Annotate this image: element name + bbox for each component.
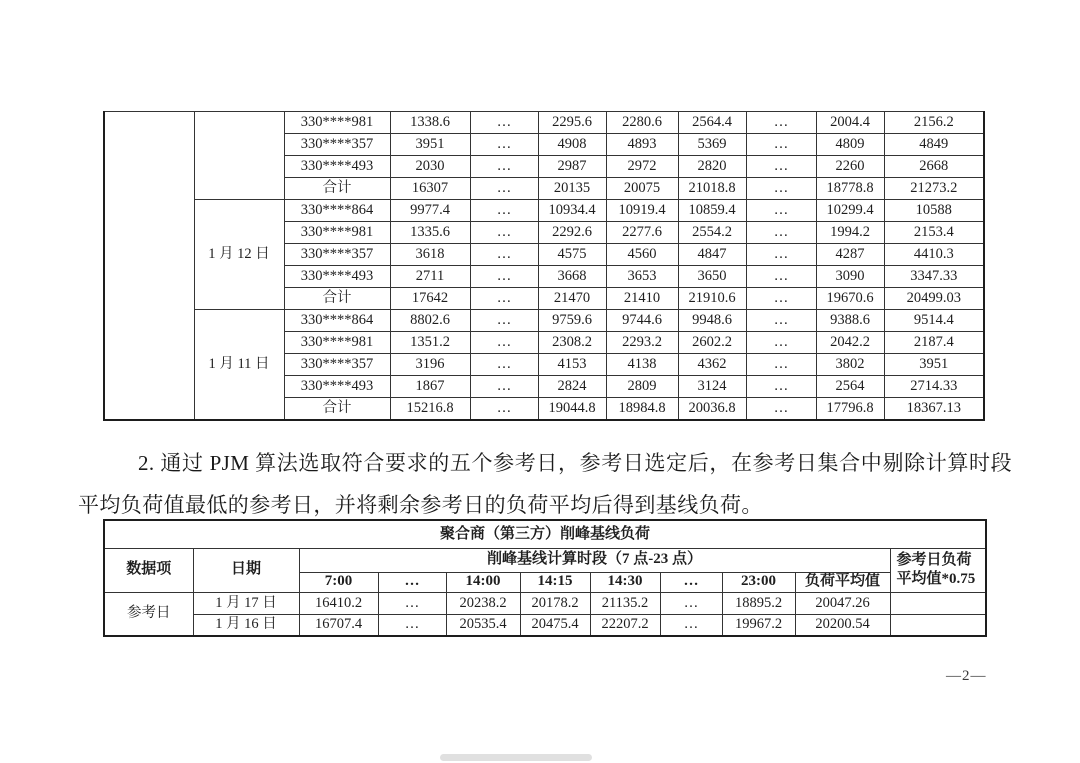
table1-value-cell: 4893 <box>606 134 678 156</box>
table1-value-cell: … <box>470 156 538 178</box>
column-header-time-0700: 7:00 <box>299 572 378 592</box>
table1-value-cell: 3090 <box>816 266 884 288</box>
table1-value-cell: … <box>746 178 816 200</box>
table1-value-cell: 21410 <box>606 288 678 310</box>
table1-value-cell: 10919.4 <box>606 200 678 222</box>
table1-value-cell: 2972 <box>606 156 678 178</box>
table1-value-cell: 20135 <box>538 178 606 200</box>
table2-title: 聚合商（第三方）削峰基线负荷 <box>104 520 986 548</box>
table1-body <box>104 112 984 420</box>
table1-value-cell: … <box>746 310 816 332</box>
table1-label-cell: 330****864 <box>284 200 390 222</box>
table1-value-cell: … <box>746 266 816 288</box>
table1-value-cell: … <box>746 244 816 266</box>
column-header-time-1415: 14:15 <box>520 572 590 592</box>
table1-value-cell: 20036.8 <box>678 398 746 420</box>
table1-date-cell: 1 月 11 日 <box>194 310 284 420</box>
table2-value-cell: 20475.4 <box>520 614 590 636</box>
table1-value-cell: 21018.8 <box>678 178 746 200</box>
table1-value-cell: 2004.4 <box>816 112 884 134</box>
table1-value-cell: 4362 <box>678 354 746 376</box>
table1-value-cell: … <box>746 376 816 398</box>
table1-value-cell: 18367.13 <box>884 398 984 420</box>
table1-label-cell: 330****493 <box>284 156 390 178</box>
table1-label-cell: 合计 <box>284 398 390 420</box>
table1-value-cell: 1338.6 <box>390 112 470 134</box>
table1-value-cell: 4575 <box>538 244 606 266</box>
table1-label-cell: 330****981 <box>284 112 390 134</box>
table1-value-cell: 1994.2 <box>816 222 884 244</box>
table1-value-cell: 3650 <box>678 266 746 288</box>
table1-value-cell: 9977.4 <box>390 200 470 222</box>
column-header-data-item: 数据项 <box>104 548 193 592</box>
table1-value-cell: … <box>470 222 538 244</box>
table1-value-cell: 10859.4 <box>678 200 746 222</box>
table1-value-cell: 15216.8 <box>390 398 470 420</box>
column-header-date: 日期 <box>193 548 299 592</box>
table1-value-cell: 9388.6 <box>816 310 884 332</box>
table1-value-cell: 2156.2 <box>884 112 984 134</box>
table2-value-cell: … <box>378 592 446 614</box>
table1-label-cell: 合计 <box>284 288 390 310</box>
column-header-ref-day-avg: 参考日负荷平均值*0.75 <box>890 548 986 592</box>
table1-value-cell: … <box>746 398 816 420</box>
table1-label-cell: 330****981 <box>284 222 390 244</box>
table1-value-cell: 2564 <box>816 376 884 398</box>
baseline-load-table-continued <box>103 111 985 421</box>
table2-value-cell: 20200.54 <box>795 614 890 636</box>
table1-left-empty-cell <box>104 112 194 420</box>
table1-value-cell: 9759.6 <box>538 310 606 332</box>
table1-value-cell: 4560 <box>606 244 678 266</box>
table1-value-cell: 3668 <box>538 266 606 288</box>
table1-value-cell: 5369 <box>678 134 746 156</box>
table1-value-cell: … <box>746 222 816 244</box>
table1-value-cell: 4153 <box>538 354 606 376</box>
table1-value-cell: … <box>470 288 538 310</box>
table1-value-cell: … <box>470 310 538 332</box>
table1-value-cell: 2714.33 <box>884 376 984 398</box>
table1-value-cell: 4849 <box>884 134 984 156</box>
table1-label-cell: 合计 <box>284 178 390 200</box>
column-header-time-1430: 14:30 <box>590 572 660 592</box>
table1-value-cell: 2554.2 <box>678 222 746 244</box>
table2-value-cell: 20047.26 <box>795 592 890 614</box>
table1-value-cell: 21910.6 <box>678 288 746 310</box>
column-header-time-2300: 23:00 <box>722 572 795 592</box>
table1-row <box>104 112 984 134</box>
table1-value-cell: … <box>470 354 538 376</box>
column-header-load-average: 负荷平均值 <box>795 572 890 592</box>
column-header-period-span: 削峰基线计算时段（7 点-23 点） <box>299 548 890 572</box>
table1-value-cell: 20499.03 <box>884 288 984 310</box>
table2-value-cell: 21135.2 <box>590 592 660 614</box>
aggregator-baseline-table <box>103 519 987 637</box>
table1-date-cell: 1 月 12 日 <box>194 200 284 310</box>
table1-value-cell: 4908 <box>538 134 606 156</box>
table1-value-cell: 2602.2 <box>678 332 746 354</box>
table1-value-cell: 2824 <box>538 376 606 398</box>
table1-label-cell: 330****357 <box>284 134 390 156</box>
table1-value-cell: 21273.2 <box>884 178 984 200</box>
table2-body <box>104 592 986 636</box>
table1-value-cell: … <box>470 376 538 398</box>
table1-value-cell: … <box>746 134 816 156</box>
table1-value-cell: 4287 <box>816 244 884 266</box>
table1-value-cell: 2187.4 <box>884 332 984 354</box>
table1-value-cell: 4847 <box>678 244 746 266</box>
table1-value-cell: 16307 <box>390 178 470 200</box>
table1-value-cell: 2030 <box>390 156 470 178</box>
table1-value-cell: … <box>746 354 816 376</box>
table1-value-cell: 2277.6 <box>606 222 678 244</box>
table2-value-cell: … <box>660 614 722 636</box>
table1-value-cell: 18778.8 <box>816 178 884 200</box>
page-number: —2— <box>946 668 987 684</box>
table1-value-cell: 2711 <box>390 266 470 288</box>
table1-value-cell: 3347.33 <box>884 266 984 288</box>
table1-value-cell: 21470 <box>538 288 606 310</box>
table1-value-cell: 4410.3 <box>884 244 984 266</box>
table1-value-cell: 17796.8 <box>816 398 884 420</box>
table1-value-cell: 3951 <box>884 354 984 376</box>
table1-value-cell: 9514.4 <box>884 310 984 332</box>
table1-value-cell: 10299.4 <box>816 200 884 222</box>
table1-value-cell: … <box>746 288 816 310</box>
table2-value-cell: 22207.2 <box>590 614 660 636</box>
table2-value-cell: 16707.4 <box>299 614 378 636</box>
table2-date-cell: 1 月 17 日 <box>193 592 299 614</box>
table1-value-cell: 19670.6 <box>816 288 884 310</box>
table1-row <box>104 200 984 222</box>
table1-value-cell: … <box>746 112 816 134</box>
table1-value-cell: 2564.4 <box>678 112 746 134</box>
table2-value-cell: 20178.2 <box>520 592 590 614</box>
table2-value-cell: 16410.2 <box>299 592 378 614</box>
table1-value-cell: 9948.6 <box>678 310 746 332</box>
table1-value-cell: 2292.6 <box>538 222 606 244</box>
table2-date-cell: 1 月 16 日 <box>193 614 299 636</box>
table1-label-cell: 330****357 <box>284 244 390 266</box>
table1-value-cell: 1351.2 <box>390 332 470 354</box>
column-header-ellipsis-2: … <box>660 572 722 592</box>
table1-value-cell: … <box>746 332 816 354</box>
table1-value-cell: 3653 <box>606 266 678 288</box>
table1-date-cell <box>194 112 284 200</box>
table1-value-cell: 2668 <box>884 156 984 178</box>
table1-value-cell: 3951 <box>390 134 470 156</box>
table1-value-cell: 10588 <box>884 200 984 222</box>
table1-value-cell: 3196 <box>390 354 470 376</box>
table1-value-cell: … <box>746 200 816 222</box>
table1-label-cell: 330****981 <box>284 332 390 354</box>
table1-value-cell: 1867 <box>390 376 470 398</box>
column-header-ellipsis-1: … <box>378 572 446 592</box>
table2-row <box>104 592 986 614</box>
table1-value-cell: 3124 <box>678 376 746 398</box>
table1-label-cell: 330****357 <box>284 354 390 376</box>
table1-value-cell: … <box>470 244 538 266</box>
table1-value-cell: … <box>470 134 538 156</box>
table1-label-cell: 330****493 <box>284 376 390 398</box>
table1-value-cell: … <box>470 112 538 134</box>
table1-label-cell: 330****864 <box>284 310 390 332</box>
table1-value-cell: 1335.6 <box>390 222 470 244</box>
table1-row <box>104 310 984 332</box>
table1-value-cell: 20075 <box>606 178 678 200</box>
table1-value-cell: … <box>746 156 816 178</box>
table2-ref-avg-cell <box>890 592 986 614</box>
table1-value-cell: 2042.2 <box>816 332 884 354</box>
table2-data-item-cell: 参考日 <box>104 592 193 636</box>
table1-value-cell: 17642 <box>390 288 470 310</box>
table2-value-cell: … <box>660 592 722 614</box>
table1-value-cell: 2809 <box>606 376 678 398</box>
table1-value-cell: 2820 <box>678 156 746 178</box>
table1-value-cell: 8802.6 <box>390 310 470 332</box>
table1-value-cell: 2280.6 <box>606 112 678 134</box>
table1-value-cell: … <box>470 178 538 200</box>
table2-ref-avg-cell <box>890 614 986 636</box>
table1-value-cell: 10934.4 <box>538 200 606 222</box>
table1-value-cell: 2260 <box>816 156 884 178</box>
table2-value-cell: 20535.4 <box>446 614 520 636</box>
table2-value-cell: … <box>378 614 446 636</box>
table1-value-cell: … <box>470 332 538 354</box>
table1-value-cell: … <box>470 200 538 222</box>
table1-value-cell: 4809 <box>816 134 884 156</box>
table2-row <box>104 614 986 636</box>
table1-value-cell: 2308.2 <box>538 332 606 354</box>
table1-value-cell: 2987 <box>538 156 606 178</box>
table1-value-cell: 2293.2 <box>606 332 678 354</box>
column-header-time-1400: 14:00 <box>446 572 520 592</box>
table1-value-cell: 4138 <box>606 354 678 376</box>
table1-label-cell: 330****493 <box>284 266 390 288</box>
bottom-scan-artifact-bar <box>440 754 592 761</box>
table1-value-cell: 19044.8 <box>538 398 606 420</box>
table1-value-cell: 2153.4 <box>884 222 984 244</box>
table1-value-cell: … <box>470 266 538 288</box>
table2-value-cell: 18895.2 <box>722 592 795 614</box>
body-paragraph: 2. 通过 PJM 算法选取符合要求的五个参考日，参考日选定后，在参考日集合中剔除计算时段平均负荷值最低的参考日，并将剩余参考日的负荷平均后得到基线负荷。 <box>78 451 1012 517</box>
table2-value-cell: 20238.2 <box>446 592 520 614</box>
table2-value-cell: 19967.2 <box>722 614 795 636</box>
table1-value-cell: 9744.6 <box>606 310 678 332</box>
table1-value-cell: … <box>470 398 538 420</box>
table1-value-cell: 3618 <box>390 244 470 266</box>
table1-value-cell: 3802 <box>816 354 884 376</box>
table1-value-cell: 18984.8 <box>606 398 678 420</box>
table1-value-cell: 2295.6 <box>538 112 606 134</box>
